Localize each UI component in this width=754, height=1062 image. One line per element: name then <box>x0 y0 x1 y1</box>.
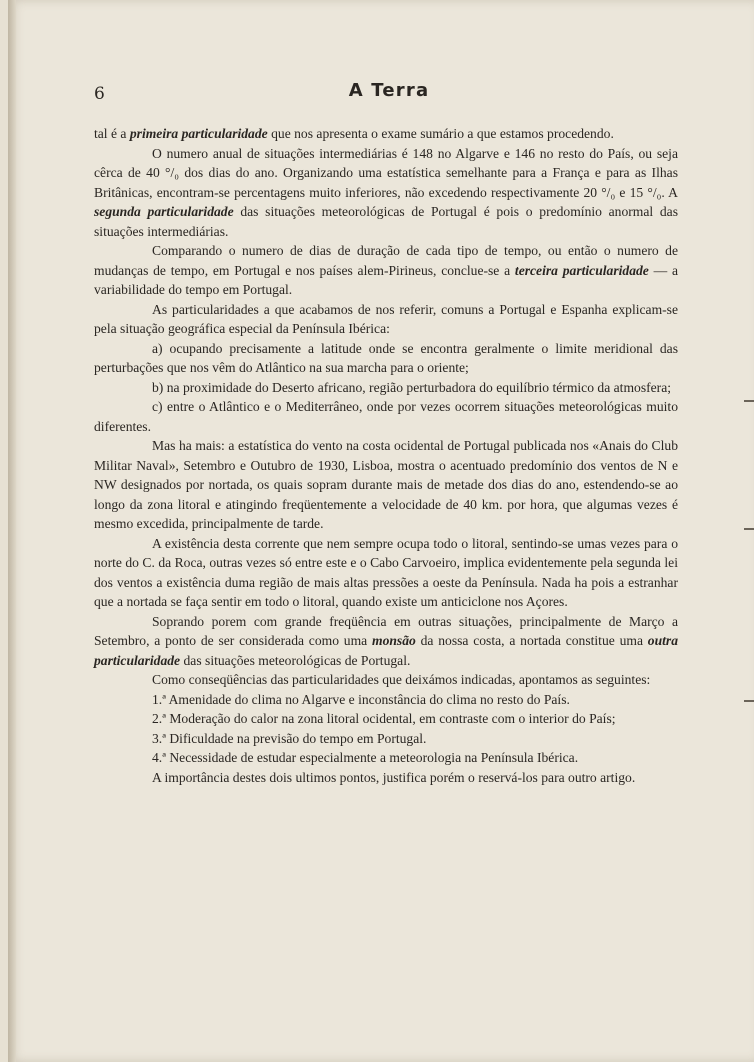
text-run: As particularidades a que acabamos de nos referir, comuns a Portugal e Espanha explicam-se pela situação geográfica especial da Península Ibérica: <box>94 301 678 336</box>
paragraph <box>94 144 678 242</box>
document-page <box>8 0 754 1062</box>
text-run: Comparando o numero de dias de duração de cada tipo de tempo, ou então o numero de mudanças de tempo, em Portugal e nos países alem-Pirineus, conclue-se a <box>94 243 678 278</box>
page-number: 6 <box>94 84 105 104</box>
paragraph <box>94 436 678 534</box>
text-run: 4.ª Necessidade de estudar especialmente a meteorologia na Península Ibérica. <box>152 750 579 765</box>
text-run: Como conseqüências das particularidades que deixámos indicadas, apontamos as seguintes: <box>152 672 651 687</box>
paragraph <box>94 534 678 612</box>
emphasis-text: primeira particularidade <box>129 126 268 141</box>
page-header <box>94 78 684 108</box>
margin-mark <box>744 400 754 402</box>
text-run: tal é a <box>94 126 130 141</box>
paragraph <box>94 729 678 749</box>
text-run: que nos apresenta o exame sumário a que estamos procedendo. <box>267 126 614 141</box>
text-run: das situações meteorológicas de Portugal. <box>180 652 411 668</box>
text-run: a) ocupando precisamente a latitude onde se encontra geralmente o limite meridional das perturbações que nos vêm do Atlântico na sua marcha para o oriente; <box>94 340 678 375</box>
margin-mark <box>744 528 754 530</box>
paragraph <box>94 768 678 788</box>
text-run: A existência desta corrente que nem sempre ocupa todo o litoral, sentindo-se umas vezes para o norte do C. da Roca, outras vezes só entre este e o Cabo Carvoeiro, implica evidentemente pela segunda lei dos ventos a existência duma região de mais altas pressões a oeste da Península. Nada ha pois a estranhar que a nortada se faça sentir em todo o litoral, quando existe um anticiclone nos Açores. <box>94 535 678 609</box>
text-run: Mas ha mais: a estatística do vento na costa ocidental de Portugal publicada nos «Anais do Club Militar Naval», Setembro e Outubro de 1930, Lisboa, mostra o acentuado predomínio dos ventos de N e NW designados por nortada, os quais sopram durante mais de metade dos dias do ano, estendendo-se ao longo da zona litoral e atingindo freqüentemente a velocidade de 40 km. por hora, que algumas vezes é mesmo excedida, principalmente de tarde. <box>94 438 678 531</box>
text-run: A importância destes dois ultimos pontos, justifica porém o reservá-los para outro artigo. <box>152 769 636 785</box>
text-run: 2.ª Moderação do calor na zona litoral ocidental, em contraste com o interior do País; <box>152 711 616 726</box>
text-run: Soprando porem com grande freqüência em outras situações, principalmente de Março a Setembro, a ponto de ser considerada como uma <box>94 613 678 648</box>
emphasis-text: segunda particularidade <box>94 204 234 219</box>
paragraph <box>94 378 678 398</box>
paragraph <box>94 612 678 671</box>
paragraph <box>94 748 678 768</box>
paragraph <box>94 124 678 144</box>
paragraph <box>94 339 678 378</box>
text-run: b) na proximidade do Deserto africano, região perturbadora do equilíbrio térmico da atmosfera; <box>152 379 672 395</box>
emphasis-text: monsão <box>372 633 416 648</box>
paragraph <box>94 709 678 729</box>
paragraph <box>94 670 678 690</box>
emphasis-text: terceira particularidade <box>514 262 649 278</box>
paragraph <box>94 241 678 300</box>
paragraph <box>94 690 678 710</box>
margin-mark <box>744 700 754 702</box>
paragraph <box>94 300 678 339</box>
text-run: c) entre o Atlântico e o Mediterrâneo, onde por vezes ocorrem situações meteorológicas muito diferentes. <box>94 399 678 434</box>
page-edge <box>8 0 16 1062</box>
running-title: A Terra <box>348 80 430 101</box>
text-run: — a variabilidade do tempo em Portugal. <box>94 262 678 297</box>
emphasis-text: outra particularidade <box>94 633 678 668</box>
text-run: O numero anual de situações intermediárias é 148 no Algarve e 146 no resto do País, ou seja cêrca de 40 °/₀ dos dias do ano. Organizando uma estatística semelhante para a França e para as Ilhas Britânicas, encontram-se percentagens muito inferiores, não excedendo respectivamente 20 °/₀ e 15 °/₀. A <box>94 145 678 200</box>
paragraph <box>94 397 678 436</box>
text-run: 1.ª Amenidade do clima no Algarve e inconstância do clima no resto do País. <box>152 691 570 707</box>
text-run: da nossa costa, a nortada constitue uma <box>415 633 648 648</box>
text-run: 3.ª Dificuldade na previsão do tempo em Portugal. <box>152 730 427 746</box>
body-text <box>94 124 678 787</box>
text-run: das situações meteorológicas de Portugal é pois o predomínio anormal das situações intermediárias. <box>94 204 678 239</box>
